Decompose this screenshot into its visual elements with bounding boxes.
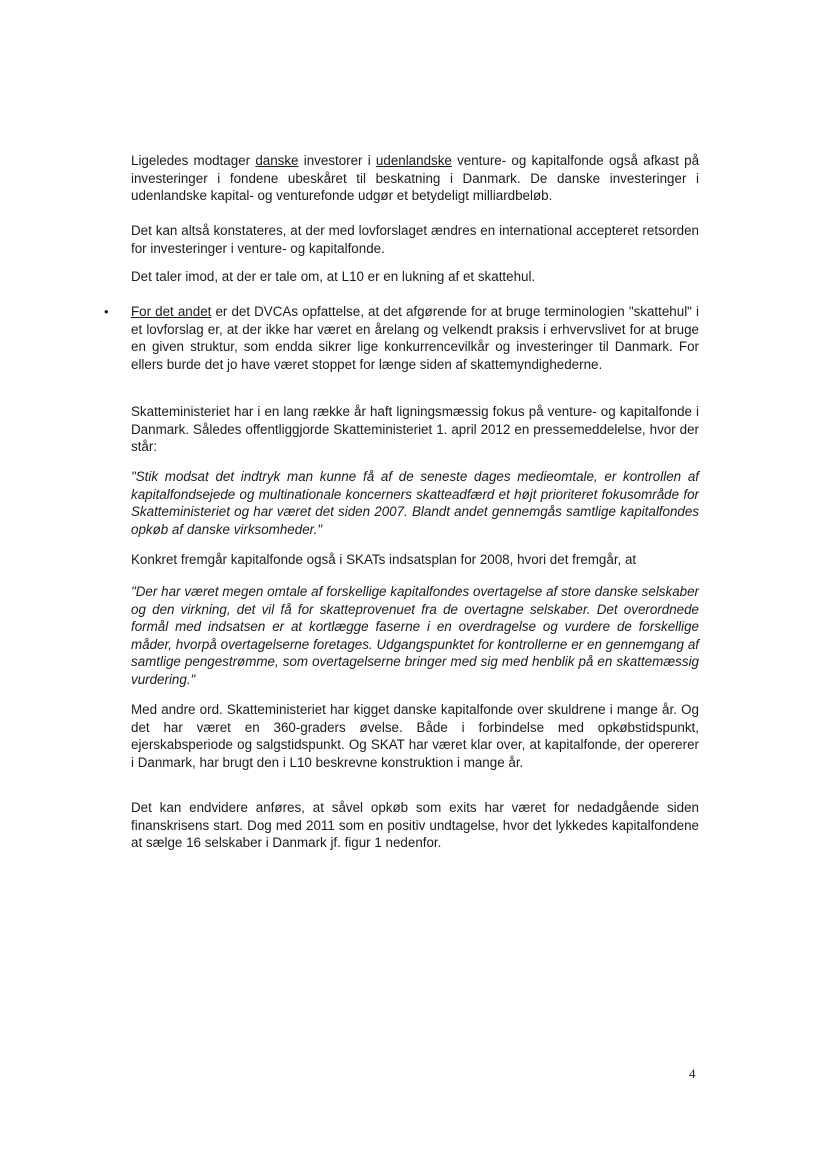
text-span: Ligeledes modtager — [131, 153, 256, 168]
paragraph-skattehul: Det taler imod, at der er tale om, at L10 er en lukning af et skattehul. — [131, 269, 536, 284]
bullet-paragraph-for-det-andet — [131, 303, 699, 373]
quote-pressemeddelelse: "Stik modsat det indtryk man kunne få af de seneste dages medieomtale, er kontrollen af kapitalfondsejede og multinationale koncerners skatteadfærd et højt prioriteret fokusområde for Skatteministeriet og har været det siden 2007. Blandt andet gennemgås samtlige kapitalfondes opkøb af danske virksomheder." — [131, 469, 699, 537]
page-number: 4 — [689, 1066, 696, 1081]
text-span: er det DVCAs opfattelse, at det afgørende for at bruge terminologien "skattehul" i et lovforslag er, at der ikke har været en årelang og velkendt praksis i erhvervslivet for at bruge en given struktur, som endda sikrer lige konkurrencevilkår og investeringer til Danmark. For ellers burde det jo have været stoppet for længe siden af skattemyndighederne. — [131, 304, 699, 372]
underlined-danske: danske — [255, 153, 299, 168]
underlined-udenlandske: udenlandske — [375, 153, 452, 168]
paragraph-indsatsplan: Konkret fremgår kapitalfonde også i SKATs indsatsplan for 2008, hvori det fremgår, at — [131, 552, 637, 567]
bullet-marker: • — [104, 304, 109, 319]
text-span: investorer i — [298, 153, 376, 168]
paragraph-skatteministeriet: Skatteministeriet har i en lang række år haft ligningsmæssig fokus på venture- og kapitalfonde i Danmark. Således offentliggjorde Skatteministeriet 1. april 2012 en pressemeddelelse, hvor der står: — [131, 404, 699, 455]
paragraph-exits: Det kan endvidere anføres, at såvel opkøb som exits har været for nedadgående siden finanskrisens start. Dog med 2011 som en positiv undtagelse, hvor det lykkedes kapitalfondene at sælge 16 selskaber i Danmark jf. figur 1 nedenfor. — [131, 800, 699, 851]
text-span: venture- og kapitalfonde også afkast på investeringer i fondene ubeskåret til beskatning i Danmark. De danske investeringer i udenlandske kapital- og venturefonde udgør et betydeligt milliardbeløb. — [131, 153, 700, 204]
underlined-lead: For det andet — [131, 304, 212, 319]
paragraph-foreign-investors — [131, 152, 699, 205]
paragraph-med-andre-ord: Med andre ord. Skatteministeriet har kigget danske kapitalfonde over skuldrene i mange år. Og det har været en 360-graders øvelse. Både i forbindelse med opkøbstidspunkt, ejerskabsperiode og salgstidspunkt. Og SKAT har været klar over, at kapitalfonde, der opererer i Danmark, har brugt den i L10 beskrevne konstruktion i mange år. — [131, 702, 699, 770]
paragraph-retsorden: Det kan altså konstateres, at der med lovforslaget ændres en international accepteret retsorden for investeringer i venture- og kapitalfonde. — [131, 223, 699, 256]
quote-indsatsplan: "Der har været megen omtale af forskellige kapitalfondes overtagelse af store danske selskaber og den virkning, det vil få for skatteprovenuet fra de overtagne selskaber. Det overordnede formål med indsatsen er at kortlægge faserne i en overdragelse og vurdere de forskellige måder, hvorpå overtagelserne foretages. Udgangspunktet for kontrollerne er en gennemgang af samtlige pengestrømme, som overtagelserne bringer med sig med henblik på en skattemæssig vurdering." — [131, 584, 699, 687]
